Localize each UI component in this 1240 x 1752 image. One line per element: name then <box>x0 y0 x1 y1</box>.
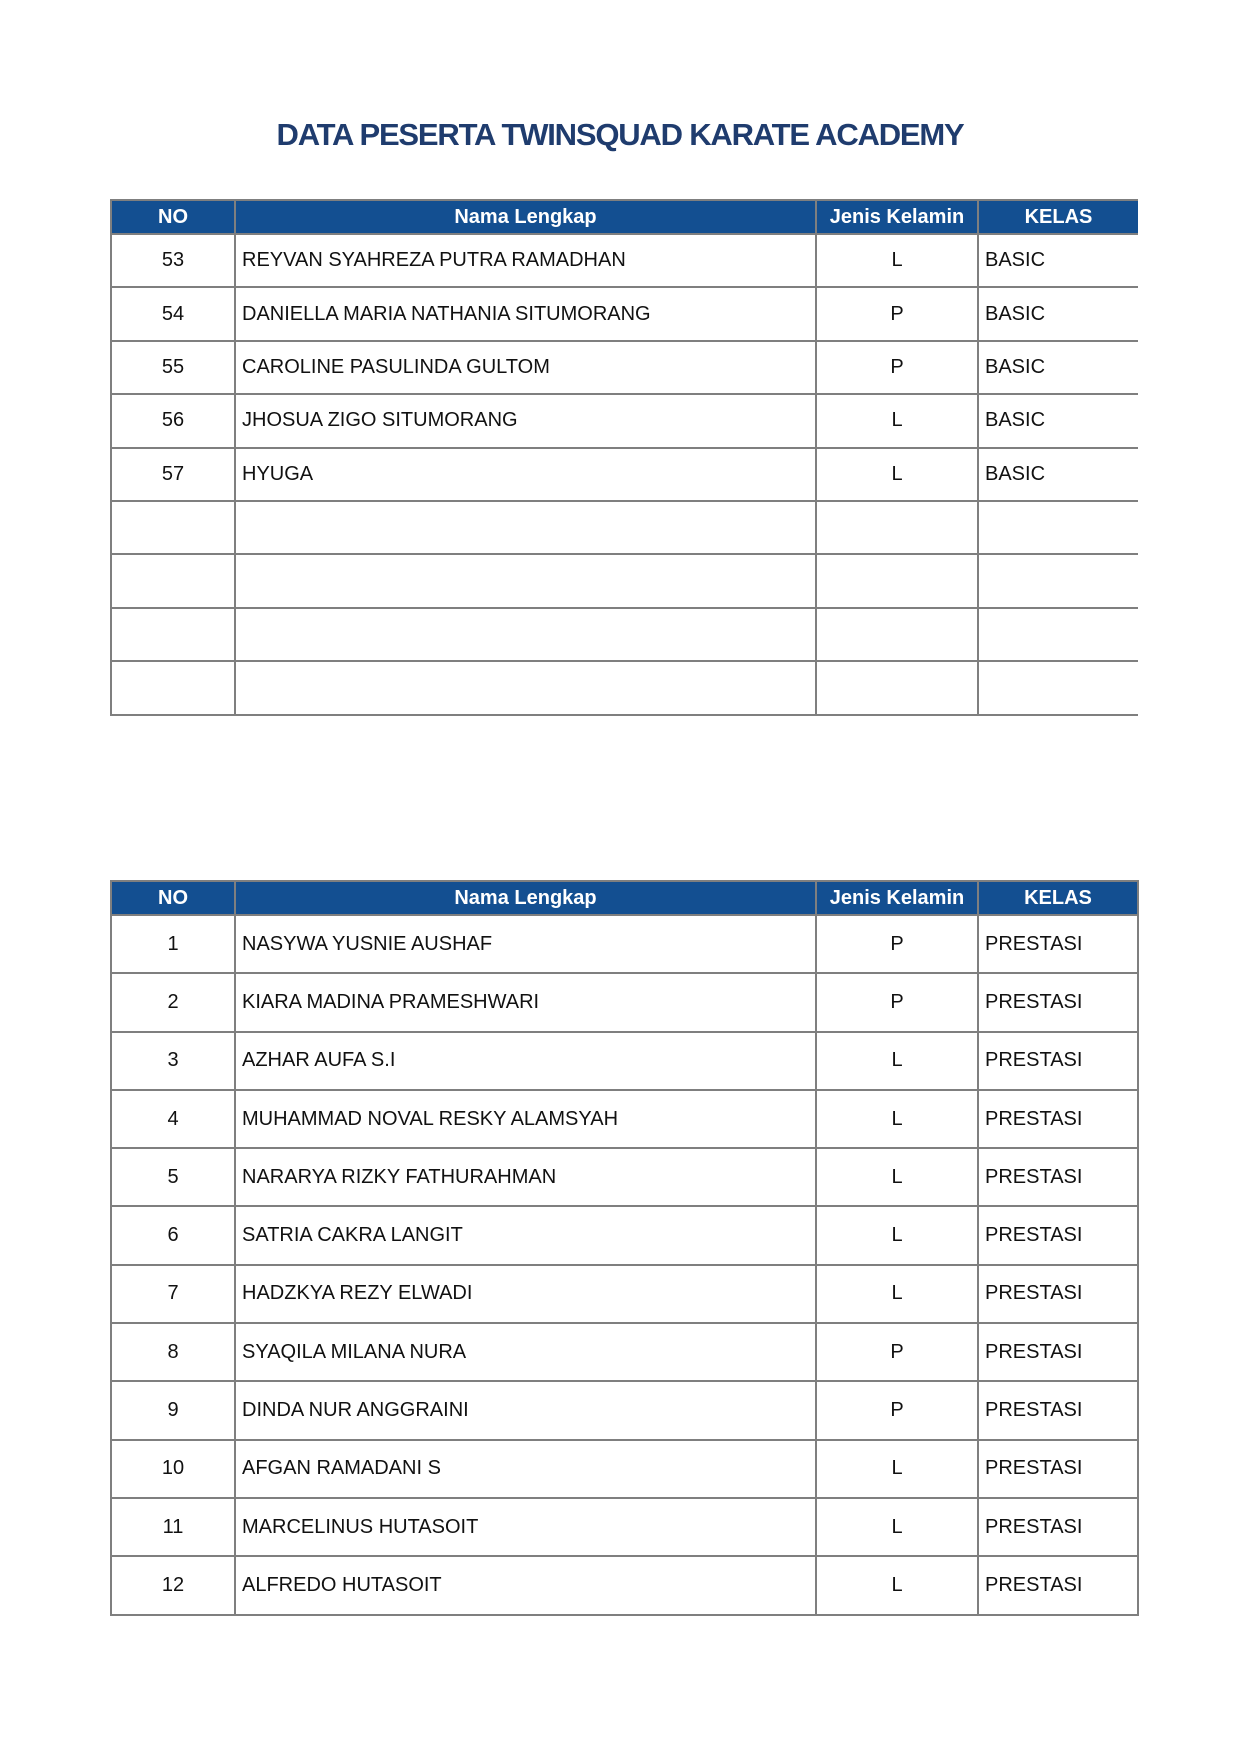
cell-gender <box>816 608 978 661</box>
cell-no: 53 <box>111 234 235 287</box>
cell-gender: P <box>816 1381 978 1439</box>
cell-name: AZHAR AUFA S.I <box>235 1032 816 1090</box>
cell-no <box>111 501 235 554</box>
cell-name: MARCELINUS HUTASOIT <box>235 1498 816 1556</box>
table-row <box>111 1265 1138 1323</box>
cell-class: PRESTASI <box>978 1090 1138 1148</box>
cell-class: BASIC <box>978 287 1138 340</box>
cell-no: 1 <box>111 915 235 973</box>
cell-name: ALFREDO HUTASOIT <box>235 1556 816 1614</box>
cell-class: PRESTASI <box>978 1440 1138 1498</box>
table-row <box>111 1381 1138 1439</box>
cell-gender: L <box>816 1265 978 1323</box>
cell-class: BASIC <box>978 394 1138 447</box>
cell-name: SATRIA CAKRA LANGIT <box>235 1206 816 1264</box>
cell-class <box>978 501 1138 554</box>
cell-gender <box>816 661 978 714</box>
cell-gender: L <box>816 1440 978 1498</box>
cell-name: JHOSUA ZIGO SITUMORANG <box>235 394 816 447</box>
cell-gender: L <box>816 1556 978 1614</box>
cell-name: REYVAN SYAHREZA PUTRA RAMADHAN <box>235 234 816 287</box>
cell-no: 3 <box>111 1032 235 1090</box>
cell-class: BASIC <box>978 341 1138 394</box>
cell-name: DINDA NUR ANGGRAINI <box>235 1381 816 1439</box>
cell-class: PRESTASI <box>978 973 1138 1031</box>
cell-gender: P <box>816 915 978 973</box>
table-row <box>111 608 1138 661</box>
basic-table-body <box>111 234 1138 715</box>
cell-gender: L <box>816 448 978 501</box>
table-row <box>111 501 1138 554</box>
table-row <box>111 287 1138 340</box>
header-name: Nama Lengkap <box>235 881 816 915</box>
table-row <box>111 234 1138 287</box>
cell-class <box>978 554 1138 607</box>
cell-class: PRESTASI <box>978 1032 1138 1090</box>
page-title: DATA PESERTA TWINSQUAD KARATE ACADEMY <box>276 117 964 152</box>
cell-no: 11 <box>111 1498 235 1556</box>
cell-no: 8 <box>111 1323 235 1381</box>
cell-name: MUHAMMAD NOVAL RESKY ALAMSYAH <box>235 1090 816 1148</box>
cell-name: AFGAN RAMADANI S <box>235 1440 816 1498</box>
cell-no: 55 <box>111 341 235 394</box>
cell-name: HYUGA <box>235 448 816 501</box>
header-class: KELAS <box>978 881 1138 915</box>
table-row <box>111 341 1138 394</box>
table-row <box>111 1206 1138 1264</box>
cell-no: 5 <box>111 1148 235 1206</box>
cell-no: 6 <box>111 1206 235 1264</box>
cell-gender: L <box>816 1032 978 1090</box>
cell-name: SYAQILA MILANA NURA <box>235 1323 816 1381</box>
cell-no: 2 <box>111 973 235 1031</box>
table-row <box>111 1148 1138 1206</box>
cell-gender: L <box>816 1498 978 1556</box>
cell-no: 56 <box>111 394 235 447</box>
cell-gender: P <box>816 287 978 340</box>
cell-gender <box>816 554 978 607</box>
prestasi-table-body <box>111 915 1138 1615</box>
header-class: KELAS <box>978 200 1138 234</box>
cell-gender: L <box>816 234 978 287</box>
header-no: NO <box>111 200 235 234</box>
table-row <box>111 554 1138 607</box>
cell-no: 9 <box>111 1381 235 1439</box>
cell-class <box>978 608 1138 661</box>
table-row <box>111 1090 1138 1148</box>
table-row <box>111 1556 1138 1614</box>
cell-no: 4 <box>111 1090 235 1148</box>
cell-class: PRESTASI <box>978 1381 1138 1439</box>
cell-no: 57 <box>111 448 235 501</box>
cell-gender: P <box>816 973 978 1031</box>
table-row <box>111 1440 1138 1498</box>
table-row <box>111 1323 1138 1381</box>
cell-gender: L <box>816 394 978 447</box>
cell-name <box>235 501 816 554</box>
cell-gender: L <box>816 1206 978 1264</box>
table-row <box>111 448 1138 501</box>
cell-gender: P <box>816 341 978 394</box>
cell-no: 54 <box>111 287 235 340</box>
cell-gender: L <box>816 1090 978 1148</box>
cell-name <box>235 554 816 607</box>
table-row <box>111 661 1138 714</box>
cell-name: CAROLINE PASULINDA GULTOM <box>235 341 816 394</box>
cell-class: PRESTASI <box>978 1206 1138 1264</box>
cell-no: 7 <box>111 1265 235 1323</box>
cell-no <box>111 608 235 661</box>
table-row <box>111 1498 1138 1556</box>
cell-name: KIARA MADINA PRAMESHWARI <box>235 973 816 1031</box>
header-name: Nama Lengkap <box>235 200 816 234</box>
prestasi-participants-table <box>110 880 1139 1616</box>
cell-class: PRESTASI <box>978 1148 1138 1206</box>
cell-class: PRESTASI <box>978 1265 1138 1323</box>
cell-class: PRESTASI <box>978 1556 1138 1614</box>
cell-gender: P <box>816 1323 978 1381</box>
cell-name: NARARYA RIZKY FATHURAHMAN <box>235 1148 816 1206</box>
basic-participants-table <box>110 199 1138 716</box>
table-row <box>111 394 1138 447</box>
cell-name <box>235 661 816 714</box>
table-header-row <box>111 200 1138 234</box>
cell-class: PRESTASI <box>978 915 1138 973</box>
cell-no: 12 <box>111 1556 235 1614</box>
table-row <box>111 1032 1138 1090</box>
cell-name: HADZKYA REZY ELWADI <box>235 1265 816 1323</box>
cell-name: DANIELLA MARIA NATHANIA SITUMORANG <box>235 287 816 340</box>
cell-class: PRESTASI <box>978 1323 1138 1381</box>
cell-name: NASYWA YUSNIE AUSHAF <box>235 915 816 973</box>
table-header-row <box>111 881 1138 915</box>
cell-no <box>111 554 235 607</box>
cell-gender: L <box>816 1148 978 1206</box>
table-row <box>111 915 1138 973</box>
cell-no: 10 <box>111 1440 235 1498</box>
cell-class <box>978 661 1138 714</box>
header-gender: Jenis Kelamin <box>816 881 978 915</box>
header-no: NO <box>111 881 235 915</box>
cell-class: PRESTASI <box>978 1498 1138 1556</box>
header-gender: Jenis Kelamin <box>816 200 978 234</box>
cell-name <box>235 608 816 661</box>
cell-gender <box>816 501 978 554</box>
table-row <box>111 973 1138 1031</box>
cell-class: BASIC <box>978 448 1138 501</box>
cell-class: BASIC <box>978 234 1138 287</box>
cell-no <box>111 661 235 714</box>
